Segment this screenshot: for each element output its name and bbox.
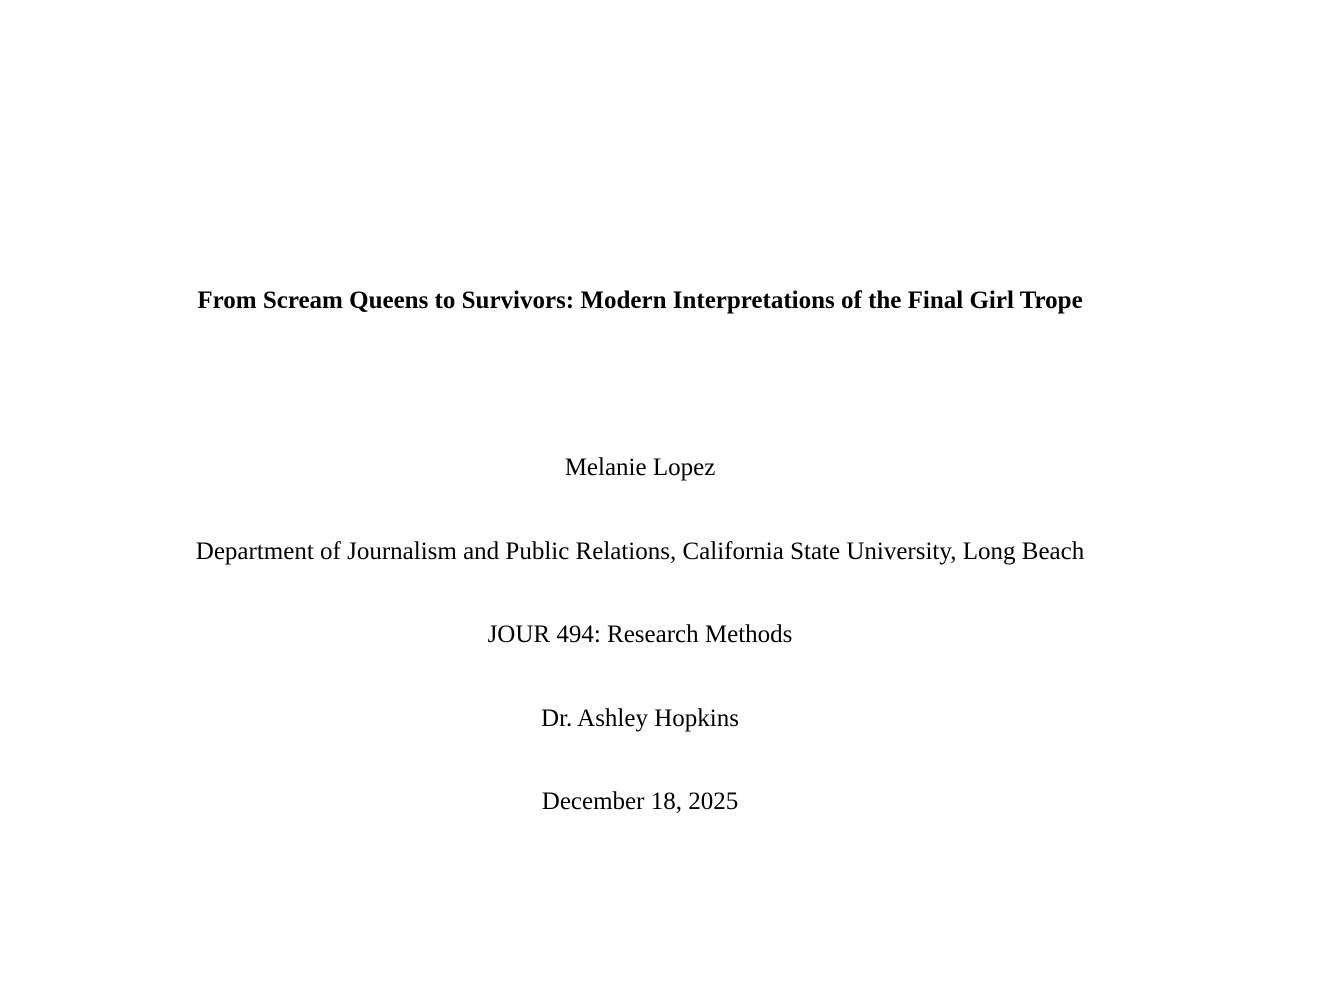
author-name: Melanie Lopez <box>564 454 716 481</box>
due-date: December 18, 2025 <box>541 788 739 815</box>
course-name: JOUR 494: Research Methods <box>487 621 793 648</box>
paper-title: From Scream Queens to Survivors: Modern Interpretations of the Final Girl Trope <box>197 287 1083 314</box>
author-affiliation: Department of Journalism and Public Relations, California State University, Long Beach <box>195 538 1085 565</box>
instructor-name: Dr. Ashley Hopkins <box>541 705 739 732</box>
